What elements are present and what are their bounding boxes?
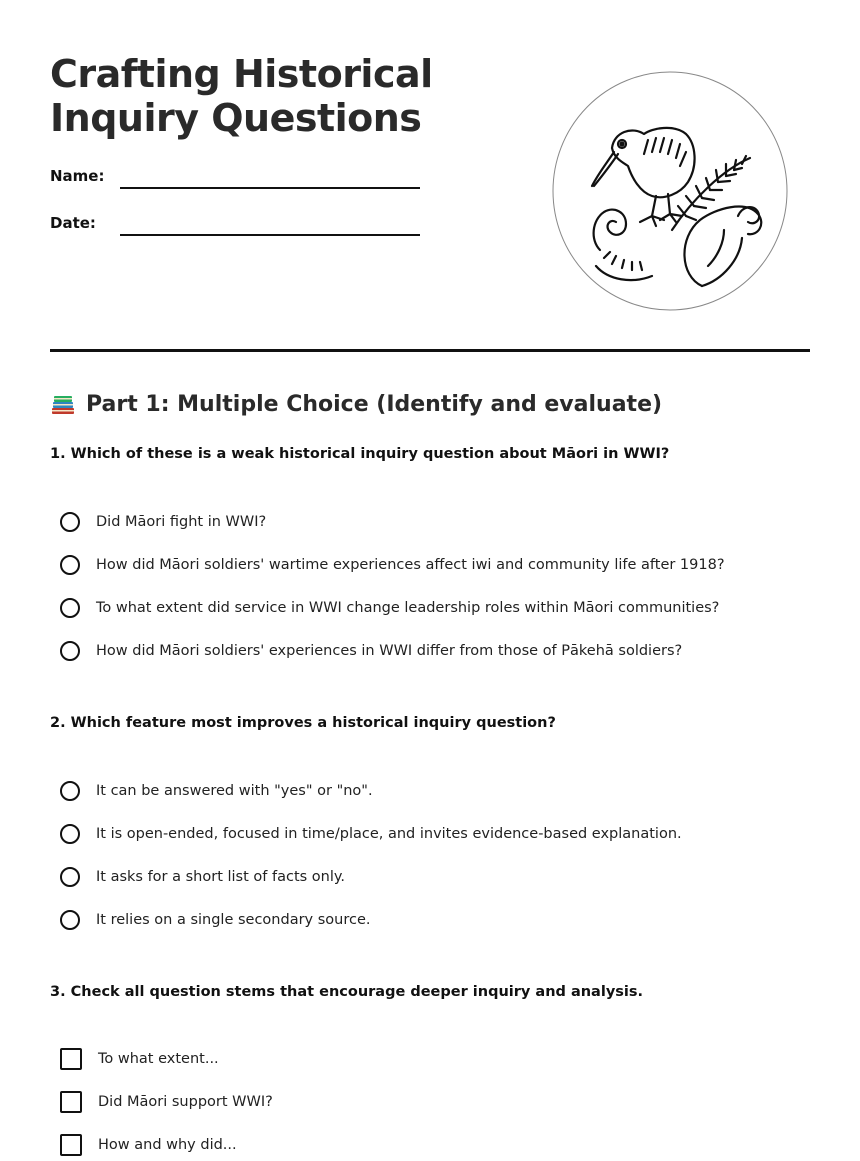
- radio-button[interactable]: [60, 555, 80, 575]
- q1-option-3[interactable]: [60, 595, 719, 621]
- date-label: Date:: [50, 214, 96, 232]
- radio-button[interactable]: [60, 867, 80, 887]
- question-2: 2. Which feature most improves a historical inquiry question?: [50, 715, 556, 731]
- question-3: 3. Check all question stems that encourage deeper inquiry and analysis.: [50, 984, 644, 1000]
- q3-option-1[interactable]: [60, 1046, 219, 1072]
- page-title: [50, 52, 530, 140]
- option-label: Did Māori support WWI?: [98, 1094, 273, 1110]
- option-label: It is open-ended, focused in time/place, and invites evidence-based explanation.: [96, 826, 682, 842]
- q3-option-2[interactable]: [60, 1089, 273, 1115]
- date-field[interactable]: [120, 234, 420, 236]
- q2-option-3[interactable]: [60, 864, 345, 890]
- q2-option-2[interactable]: [60, 821, 682, 847]
- part-1-heading-text: Part 1: Multiple Choice (Identify and evaluate): [86, 391, 663, 417]
- radio-button[interactable]: [60, 910, 80, 930]
- name-label: Name:: [50, 167, 105, 185]
- checkbox[interactable]: [60, 1048, 82, 1070]
- part-1-heading: [50, 388, 662, 420]
- name-field[interactable]: [120, 187, 420, 189]
- option-label: Did Māori fight in WWI?: [96, 514, 267, 530]
- question-1: 1. Which of these is a weak historical inquiry question about Māori in WWI?: [50, 446, 670, 462]
- title-line-2: Inquiry Questions: [50, 96, 422, 140]
- option-label: It can be answered with "yes" or "no".: [96, 783, 373, 799]
- checkbox[interactable]: [60, 1134, 82, 1156]
- q2-option-4[interactable]: [60, 907, 371, 933]
- q1-option-2[interactable]: [60, 552, 725, 578]
- radio-button[interactable]: [60, 512, 80, 532]
- radio-button[interactable]: [60, 598, 80, 618]
- worksheet-page: [50, 0, 810, 1161]
- option-label: To what extent...: [98, 1051, 219, 1067]
- q1-option-4[interactable]: [60, 638, 682, 664]
- date-field-row: [50, 213, 430, 237]
- books-icon: [50, 391, 76, 417]
- name-field-row: [50, 166, 430, 190]
- section-divider: [50, 349, 810, 352]
- option-label: How and why did...: [98, 1137, 237, 1153]
- q3-option-3[interactable]: [60, 1132, 237, 1158]
- option-label: It relies on a single secondary source.: [96, 912, 371, 928]
- q1-option-1[interactable]: [60, 509, 266, 535]
- checkbox[interactable]: [60, 1091, 82, 1113]
- option-label: To what extent did service in WWI change leadership roles within Māori communities?: [96, 600, 720, 616]
- option-label: How did Māori soldiers' experiences in WWI differ from those of Pākehā soldiers?: [96, 643, 683, 659]
- kiwi-fern-koru-emblem-icon: [552, 70, 788, 312]
- radio-button[interactable]: [60, 641, 80, 661]
- option-label: It asks for a short list of facts only.: [96, 869, 345, 885]
- radio-button[interactable]: [60, 824, 80, 844]
- radio-button[interactable]: [60, 781, 80, 801]
- q2-option-1[interactable]: [60, 778, 373, 804]
- title-line-1: Crafting Historical: [50, 52, 433, 96]
- option-label: How did Māori soldiers' wartime experiences affect iwi and community life after 1918?: [96, 557, 725, 573]
